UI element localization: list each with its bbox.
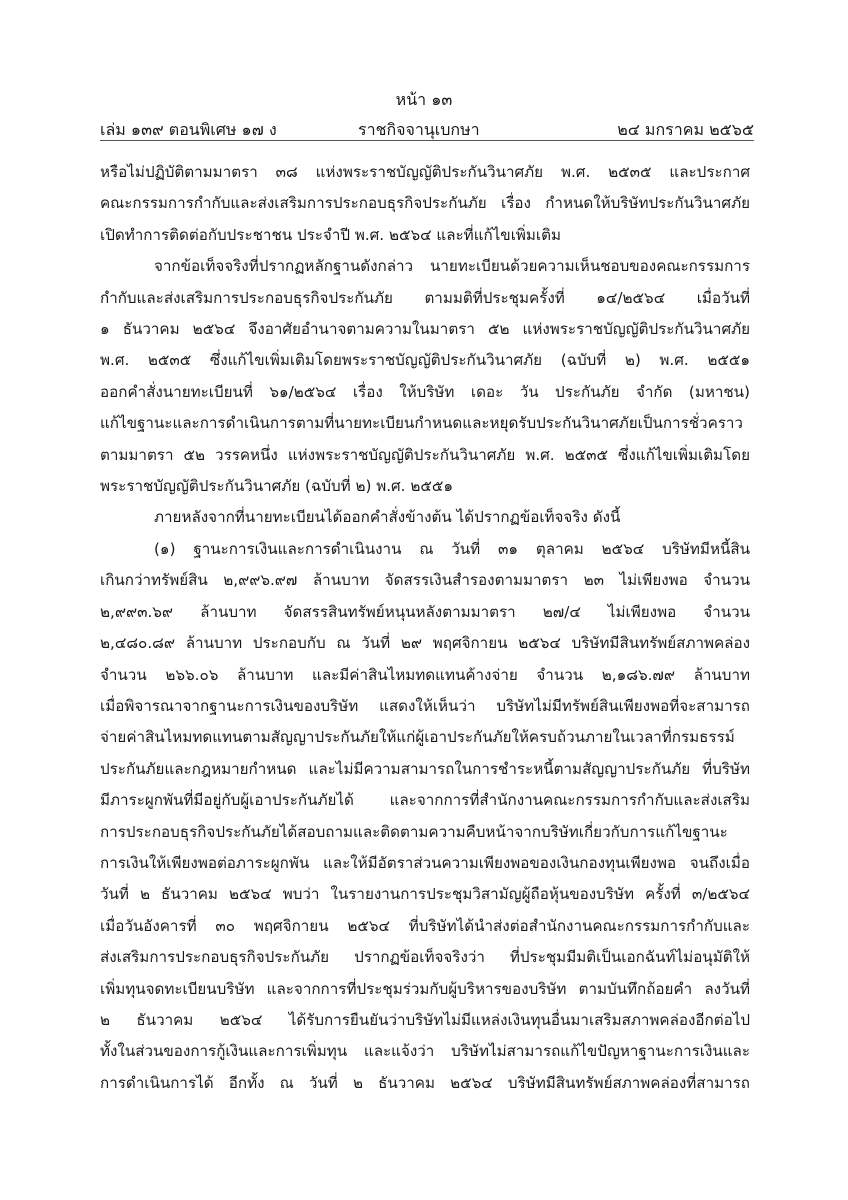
text-line: ทั้งในส่วนของการกู้เงินและการเพิ่มทุน และแจ้งว่า บริษัทไม่สามารถแก้ไขปัญหาฐานะการเงินและ: [100, 1042, 750, 1061]
document-body: [100, 157, 750, 1099]
text-line: วันที่ ๒ ธันวาคม ๒๕๖๔ พบว่า ในรายงานการประชุมวิสามัญผู้ถือหุ้นของบริษัท ครั้งที่ ๓/๒๕๖๔: [100, 885, 750, 904]
text-line: กำกับและส่งเสริมการประกอบธุรกิจประกันภัย ตามมติที่ประชุมครั้งที่ ๑๔/๒๕๖๔ เมื่อวันที่: [100, 288, 750, 307]
text-line: เพิ่มทุนจดทะเบียนบริษัท และจากการที่ประชุมร่วมกับผู้บริหารของบริษัท ตามบันทึกถ้อยคำ ลงวันที่: [100, 979, 750, 998]
header-divider: [100, 140, 754, 141]
text-line: พระราชบัญญัติประกันวินาศภัย (ฉบับที่ ๒) พ.ศ. ๒๕๕๑: [100, 477, 453, 496]
text-line: คณะกรรมการกำกับและส่งเสริมการประกอบธุรกิจประกันภัย เรื่อง กำหนดให้บริษัทประกันวินาศภัย: [100, 194, 750, 213]
gazette-name: ราชกิจจานุเบกษา: [358, 120, 480, 139]
text-line: จากข้อเท็จจริงที่ปรากฏหลักฐานดังกล่าว นายทะเบียนด้วยความเห็นชอบของคณะกรรมการ: [154, 257, 750, 276]
text-line: การเงินให้เพียงพอต่อภาระผูกพัน และให้มีอัตราส่วนความเพียงพอของเงินกองทุนเพียงพอ จนถึงเมื่อ: [100, 853, 750, 872]
text-line: ประกันภัยและกฎหมายกำหนด และไม่มีความสามารถในการชำระหนี้ตามสัญญาประกันภัย ที่บริษัท: [100, 759, 750, 778]
text-line: เกินกว่าทรัพย์สิน ๒,๙๙๖.๙๗ ล้านบาท จัดสรรเงินสำรองตามมาตรา ๒๓ ไม่เพียงพอ จำนวน: [100, 571, 750, 590]
text-line: เมื่อพิจารณาจากฐานะการเงินของบริษัท แสดงให้เห็นว่า บริษัทไม่มีทรัพย์สินเพียงพอที่จะสามารถ: [100, 696, 750, 715]
text-line: ออกคำสั่งนายทะเบียนที่ ๖๑/๒๕๖๔ เรื่อง ให้บริษัท เดอะ วัน ประกันภัย จำกัด (มหาชน): [100, 382, 750, 401]
text-line: (๑) ฐานะการเงินและการดำเนินงาน ณ วันที่ ๓๑ ตุลาคม ๒๕๖๔ บริษัทมีหนี้สิน: [154, 539, 750, 558]
text-line: ๒,๙๙๓.๖๙ ล้านบาท จัดสรรสินทรัพย์หนุนหลังตามมาตรา ๒๗/๔ ไม่เพียงพอ จำนวน: [100, 602, 750, 621]
text-line: มีภาระผูกพันที่มีอยู่กับผู้เอาประกันภัยได้ และจากการที่สำนักงานคณะกรรมการกำกับและส่งเสริม: [100, 791, 750, 810]
text-line: ส่งเสริมการประกอบธุรกิจประกันภัย ปรากฏข้อเท็จจริงว่า ที่ประชุมมีมติเป็นเอกฉันท์ไม่อนุมัติให้: [100, 948, 750, 967]
text-line: การดำเนินการได้ อีกทั้ง ณ วันที่ ๒ ธันวาคม ๒๕๖๔ บริษัทมีสินทรัพย์สภาพคล่องที่สามารถ: [100, 1073, 750, 1092]
page-number: หน้า ๑๓: [395, 90, 453, 109]
text-line: ๒ ธันวาคม ๒๕๖๔ ได้รับการยืนยันว่าบริษัทไม่มีแหล่งเงินทุนอื่นมาเสริมสภาพคล่องอีกต่อไป: [100, 1010, 750, 1029]
text-line: เมื่อวันอังคารที่ ๓๐ พฤศจิกายน ๒๕๖๔ ที่บริษัทได้นำส่งต่อสำนักงานคณะกรรมการกำกับและ: [100, 916, 750, 935]
text-line: จำนวน ๒๖๖.๐๖ ล้านบาท และมีค่าสินไหมทดแทนค้างจ่าย จำนวน ๒,๑๘๖.๗๙ ล้านบาท: [100, 665, 750, 684]
volume-issue: เล่ม ๑๓๙ ตอนพิเศษ ๑๗ ง: [100, 120, 277, 139]
text-line: แก้ไขฐานะและการดำเนินการตามที่นายทะเบียนกำหนดและหยุดรับประกันวินาศภัยเป็นการชั่วคราว: [100, 414, 743, 433]
text-line: พ.ศ. ๒๕๓๕ ซึ่งแก้ไขเพิ่มเติมโดยพระราชบัญญัติประกันวินาศภัย (ฉบับที่ ๒) พ.ศ. ๒๕๕๑: [100, 351, 750, 370]
text-line: เปิดทำการติดต่อกับประชาชน ประจำปี พ.ศ. ๒๕๖๔ และที่แก้ไขเพิ่มเติม: [100, 225, 561, 244]
text-line: ภายหลังจากที่นายทะเบียนได้ออกคำสั่งข้างต้น ได้ปรากฏข้อเท็จจริง ดังนี้: [154, 508, 621, 527]
publication-date: ๒๔ มกราคม ๒๕๖๕: [617, 120, 754, 139]
text-line: จ่ายค่าสินไหมทดแทนตามสัญญาประกันภัยให้แก่ผู้เอาประกันภัยให้ครบถ้วนภายในเวลาที่กรมธรรม์: [100, 728, 735, 747]
text-line: หรือไม่ปฏิบัติตามมาตรา ๓๘ แห่งพระราชบัญญัติประกันวินาศภัย พ.ศ. ๒๕๓๕ และประกาศ: [100, 163, 750, 181]
text-line: ๑ ธันวาคม ๒๕๖๔ จึงอาศัยอำนาจตามความในมาตรา ๕๒ แห่งพระราชบัญญัติประกันวินาศภัย: [100, 320, 750, 339]
text-line: การประกอบธุรกิจประกันภัยได้สอบถามและติดตามความคืบหน้าจากบริษัทเกี่ยวกับการแก้ไขฐานะ: [100, 822, 728, 841]
page-header: [100, 118, 754, 142]
text-line: ตามมาตรา ๕๒ วรรคหนึ่ง แห่งพระราชบัญญัติประกันวินาศภัย พ.ศ. ๒๕๓๕ ซึ่งแก้ไขเพิ่มเติมโดย: [100, 445, 750, 464]
text-line: ๒,๔๘๐.๘๙ ล้านบาท ประกอบกับ ณ วันที่ ๒๙ พฤศจิกายน ๒๕๖๔ บริษัทมีสินทรัพย์สภาพคล่อง: [100, 634, 750, 653]
